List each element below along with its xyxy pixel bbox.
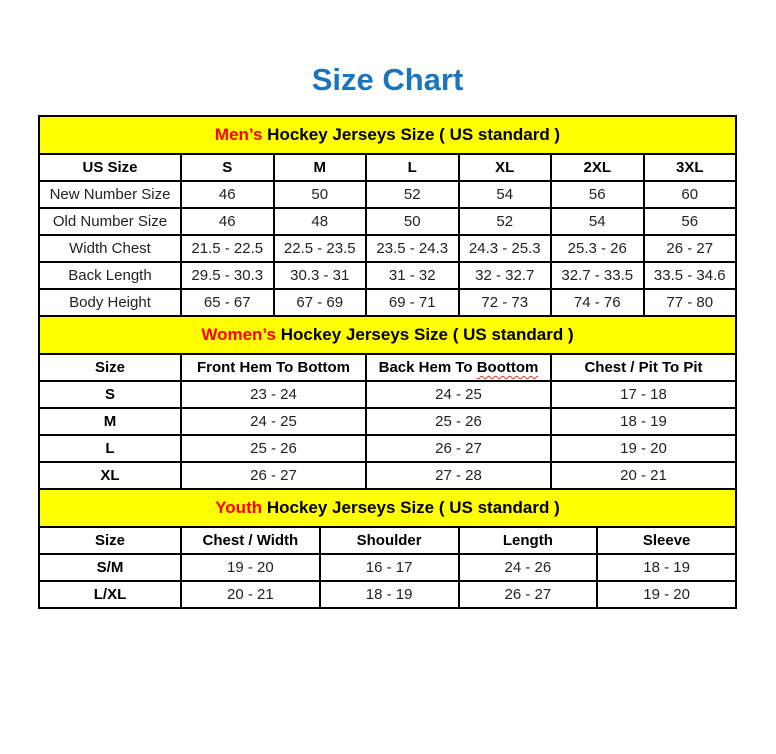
col-sleeve: Sleeve bbox=[597, 527, 736, 554]
table-cell: 33.5 - 34.6 bbox=[644, 262, 737, 289]
table-cell: 24.3 - 25.3 bbox=[459, 235, 552, 262]
table-cell: 24 - 25 bbox=[366, 381, 551, 408]
table-row bbox=[39, 381, 736, 408]
table-cell: 19 - 20 bbox=[551, 435, 736, 462]
table-row bbox=[39, 262, 736, 289]
row-label: New Number Size bbox=[39, 181, 181, 208]
table-cell: 21.5 - 22.5 bbox=[181, 235, 274, 262]
womens-section-header bbox=[39, 316, 736, 354]
table-cell: 26 - 27 bbox=[644, 235, 737, 262]
col-back-hem-prefix: Back Hem To bbox=[378, 359, 477, 376]
womens-size-table bbox=[38, 315, 737, 490]
table-cell: 18 - 19 bbox=[551, 408, 736, 435]
col-back-hem bbox=[366, 354, 551, 381]
table-cell: 17 - 18 bbox=[551, 381, 736, 408]
table-row bbox=[39, 181, 736, 208]
table-cell: 32.7 - 33.5 bbox=[551, 262, 644, 289]
table-cell: 24 - 25 bbox=[181, 408, 366, 435]
table-cell: 18 - 19 bbox=[597, 554, 736, 581]
table-cell: 50 bbox=[274, 181, 367, 208]
table-cell: 30.3 - 31 bbox=[274, 262, 367, 289]
table-row bbox=[39, 462, 736, 489]
table-cell: 31 - 32 bbox=[366, 262, 459, 289]
youth-section-header bbox=[39, 489, 736, 527]
table-cell: 19 - 20 bbox=[181, 554, 320, 581]
col-size: Size bbox=[39, 527, 181, 554]
table-cell: 27 - 28 bbox=[366, 462, 551, 489]
table-cell: 29.5 - 30.3 bbox=[181, 262, 274, 289]
col-size: Size bbox=[39, 354, 181, 381]
table-cell: 23.5 - 24.3 bbox=[366, 235, 459, 262]
mens-size-table bbox=[38, 115, 737, 317]
table-row bbox=[39, 435, 736, 462]
table-cell: 22.5 - 23.5 bbox=[274, 235, 367, 262]
youth-section-header-text: Hockey Jerseys Size ( US standard ) bbox=[262, 498, 560, 517]
table-cell: 26 - 27 bbox=[459, 581, 598, 608]
row-label: Back Length bbox=[39, 262, 181, 289]
row-label: L bbox=[39, 435, 181, 462]
youth-section-title-row bbox=[39, 489, 736, 527]
size-tables bbox=[38, 115, 737, 609]
table-cell: 60 bbox=[644, 181, 737, 208]
table-cell: 46 bbox=[181, 208, 274, 235]
womens-section-header-text: Hockey Jerseys Size ( US standard ) bbox=[275, 325, 574, 344]
table-cell: 16 - 17 bbox=[320, 554, 459, 581]
size-chart-page bbox=[0, 62, 776, 609]
table-cell: 20 - 21 bbox=[551, 462, 736, 489]
row-label: S/M bbox=[39, 554, 181, 581]
table-cell: 23 - 24 bbox=[181, 381, 366, 408]
col-m: M bbox=[274, 154, 367, 181]
mens-section-header bbox=[39, 116, 736, 154]
table-cell: 52 bbox=[366, 181, 459, 208]
table-cell: 25 - 26 bbox=[366, 408, 551, 435]
mens-section-header-text: Hockey Jerseys Size ( US standard ) bbox=[262, 125, 561, 144]
table-cell: 56 bbox=[551, 181, 644, 208]
womens-column-header-row bbox=[39, 354, 736, 381]
table-cell: 74 - 76 bbox=[551, 289, 644, 316]
table-cell: 69 - 71 bbox=[366, 289, 459, 316]
table-row bbox=[39, 581, 736, 608]
col-back-hem-misspelled-word: Boottom bbox=[476, 359, 539, 376]
womens-accent-label: Women’s bbox=[201, 325, 276, 344]
table-cell: 26 - 27 bbox=[366, 435, 551, 462]
table-cell: 18 - 19 bbox=[320, 581, 459, 608]
table-cell: 50 bbox=[366, 208, 459, 235]
col-3xl: 3XL bbox=[644, 154, 737, 181]
womens-table-body bbox=[39, 381, 736, 489]
row-label: Body Height bbox=[39, 289, 181, 316]
mens-table-body bbox=[39, 181, 736, 316]
col-l: L bbox=[366, 154, 459, 181]
youth-column-header-row bbox=[39, 527, 736, 554]
table-cell: 25 - 26 bbox=[181, 435, 366, 462]
table-cell: 24 - 26 bbox=[459, 554, 598, 581]
table-cell: 32 - 32.7 bbox=[459, 262, 552, 289]
mens-accent-label: Men’s bbox=[214, 125, 263, 144]
table-cell: 26 - 27 bbox=[181, 462, 366, 489]
row-label: Old Number Size bbox=[39, 208, 181, 235]
row-label: Width Chest bbox=[39, 235, 181, 262]
table-row bbox=[39, 289, 736, 316]
table-cell: 56 bbox=[644, 208, 737, 235]
youth-accent-label: Youth bbox=[215, 498, 263, 517]
table-row bbox=[39, 554, 736, 581]
col-shoulder: Shoulder bbox=[320, 527, 459, 554]
col-xl: XL bbox=[459, 154, 552, 181]
table-row bbox=[39, 235, 736, 262]
table-cell: 20 - 21 bbox=[181, 581, 320, 608]
page-title: Size Chart bbox=[311, 62, 464, 97]
table-row bbox=[39, 408, 736, 435]
table-cell: 52 bbox=[459, 208, 552, 235]
youth-table-body bbox=[39, 554, 736, 608]
table-cell: 67 - 69 bbox=[274, 289, 367, 316]
col-front-hem: Front Hem To Bottom bbox=[181, 354, 366, 381]
youth-size-table bbox=[38, 488, 737, 609]
col-2xl: 2XL bbox=[551, 154, 644, 181]
row-label: S bbox=[39, 381, 181, 408]
col-s: S bbox=[181, 154, 274, 181]
col-length: Length bbox=[459, 527, 598, 554]
table-cell: 77 - 80 bbox=[644, 289, 737, 316]
col-us-size: US Size bbox=[39, 154, 181, 181]
table-cell: 48 bbox=[274, 208, 367, 235]
col-chest-pit: Chest / Pit To Pit bbox=[551, 354, 736, 381]
table-cell: 54 bbox=[551, 208, 644, 235]
table-cell: 54 bbox=[459, 181, 552, 208]
row-label: M bbox=[39, 408, 181, 435]
table-cell: 19 - 20 bbox=[597, 581, 736, 608]
mens-section-title-row bbox=[39, 116, 736, 154]
womens-section-title-row bbox=[39, 316, 736, 354]
row-label: L/XL bbox=[39, 581, 181, 608]
table-row bbox=[39, 208, 736, 235]
col-chest-width: Chest / Width bbox=[181, 527, 320, 554]
row-label: XL bbox=[39, 462, 181, 489]
table-cell: 46 bbox=[181, 181, 274, 208]
table-cell: 72 - 73 bbox=[459, 289, 552, 316]
table-cell: 65 - 67 bbox=[181, 289, 274, 316]
mens-column-header-row bbox=[39, 154, 736, 181]
table-cell: 25.3 - 26 bbox=[551, 235, 644, 262]
